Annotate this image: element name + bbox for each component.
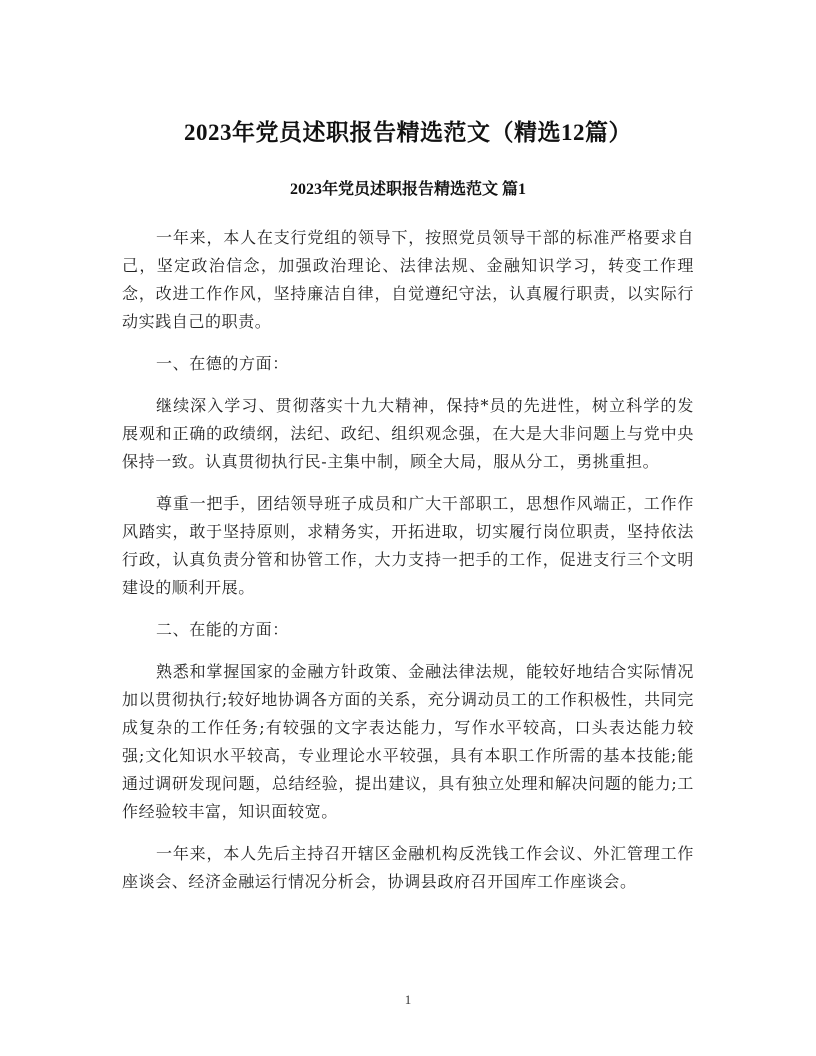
paragraph-ability: 熟悉和掌握国家的金融方针政策、金融法律法规，能较好地结合实际情况加以贯彻执行;较好地协调各方面的关系，充分调动员工的工作积极性，共同完成复杂的工作任务;有较强的文字表达能力，写作水平较高，口头表达能力较强;文化知识水平较高，专业理论水平较强，具有本职工作所需的基本技能;能通过调研发现问题，总结经验，提出建议，具有独立处理和解决问题的能力;工作经验较丰富，知识面较宽。 — [122, 662, 694, 821]
paragraph-intro: 一年来，本人在支行党组的领导下，按照党员领导干部的标准严格要求自己，坚定政治信念，加强政治理论、法律法规、金融知识学习，转变工作理念，改进工作作风，坚持廉洁自律，自觉遵纪守法，认真履行职责，以实际行动实践自己的职责。 — [122, 228, 694, 331]
section-subtitle: 2023年党员述职报告精选范文 篇1 — [289, 181, 526, 198]
paragraph-work-summary: 一年来，本人先后主持召开辖区金融机构反洗钱工作会议、外汇管理工作座谈会、经济金融运行情况分析会，协调县政府召开国库工作座谈会。 — [122, 844, 694, 891]
paragraph-morality-2: 尊重一把手，团结领导班子成员和广大干部职工，思想作风端正，工作作风踏实，敢于坚持原则，求精务实，开拓进取，切实履行岗位职责，坚持依法行政，认真负责分管和协管工作，大力支持一把手的工作，促进支行三个文明建设的顺利开展。 — [122, 494, 694, 597]
paragraph-morality-1: 继续深入学习、贯彻落实十九大精神，保持*员的先进性，树立科学的发展观和正确的政绩纲，法纪、政纪、组织观念强，在大是大非问题上与党中央保持一致。认真贯彻执行民-主集中制，顾全大局，服从分工，勇挑重担。 — [122, 396, 694, 471]
section-heading-ability: 二、在能的方面： — [156, 620, 289, 639]
document-title: 2023年党员述职报告精选范文（精选12篇） — [184, 120, 632, 145]
section-heading-morality: 一、在德的方面： — [156, 354, 289, 373]
page-number: 1 — [404, 992, 412, 1007]
document-body — [122, 224, 694, 910]
